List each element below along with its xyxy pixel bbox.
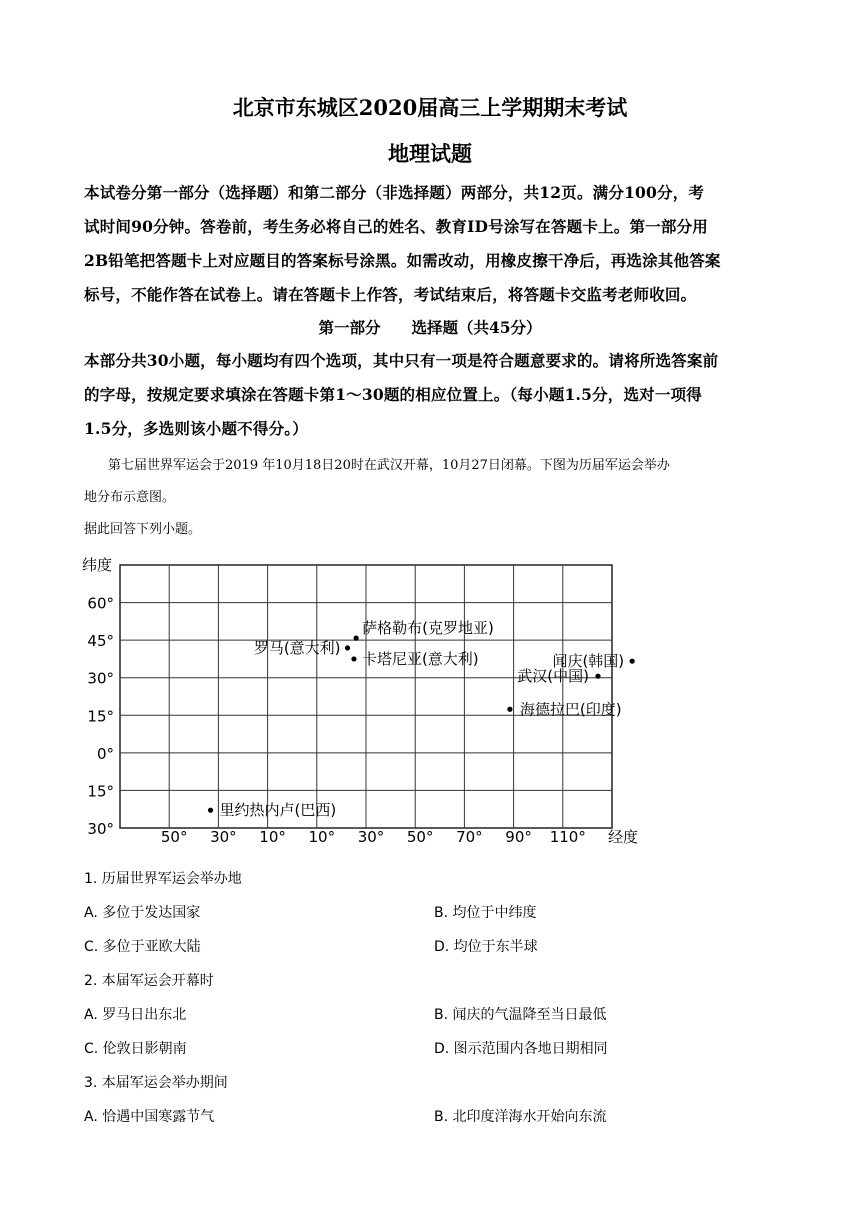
part-intro-line: 本部分共30小题，每小题均有四个选项，其中只有一项是符合题意要求的。请将所选答案前 (84, 351, 719, 370)
option-d[interactable]: D. 图示范围内各地日期相同 (434, 1041, 608, 1057)
instruction-line: 2B铅笔把答题卡上对应题目的答案标号涂黑。如需改动，用橡皮擦干净后，再选涂其他答案 (84, 251, 721, 270)
part-intro-line: 1.5分，多选则该小题不得分。） (84, 419, 308, 438)
x-tick-label: 50° (406, 828, 434, 846)
x-tick-label: 10° (308, 828, 336, 846)
y-tick-label: 15° (87, 782, 114, 801)
x-tick-label: 90° (505, 828, 532, 846)
instruction-line: 本试卷分第一部分（选择题）和第二部分（非选择题）两部分，共12页。满分100分，考 (84, 183, 705, 202)
venue-point (354, 636, 359, 641)
part-heading: 第一部分 选择题（共45分） (318, 318, 542, 337)
venue-point (507, 707, 512, 712)
venue-label: 里约热内卢(巴西) (219, 801, 337, 820)
chart-ticks (87, 595, 585, 846)
venue-label: 海德拉巴(印度) (519, 700, 622, 719)
x-tick-label: 30° (210, 828, 237, 846)
exam-subtitle: 地理试题 (388, 141, 472, 166)
venue-label: 卡塔尼亚(意大利) (361, 649, 479, 668)
part-intro-line: 的字母，按规定要求填涂在答题卡第1～30题的相应位置上。（每小题1.5分，选对一项得 (84, 385, 702, 404)
option-a[interactable]: A. 罗马日出东北 (84, 1007, 187, 1023)
x-tick-label: 50° (160, 828, 188, 846)
venue-label: 闻庆(韩国) (552, 652, 625, 671)
option-b[interactable]: B. 北印度洋海水开始向东流 (434, 1109, 607, 1125)
y-tick-label: 60° (87, 594, 114, 613)
y-tick-label: 30° (87, 820, 114, 838)
option-a[interactable]: A. 恰遇中国寒露节气 (84, 1109, 215, 1125)
instruction-line: 试时间90分钟。答卷前，考生务必将自己的姓名、教育ID号涂写在答题卡上。第一部分用 (84, 217, 708, 236)
venue-label: 罗马(意大利) (253, 638, 341, 657)
context-line: 地分布示意图。 (84, 490, 176, 505)
prompt-line: 据此回答下列小题。 (84, 522, 202, 537)
venue-label: 萨格勒布(克罗地亚) (362, 619, 494, 638)
x-tick-label: 30° (357, 828, 385, 846)
y-axis-label: 纬度 (82, 556, 113, 574)
venue-point (345, 645, 350, 650)
venue-label: 武汉(中国) (517, 667, 589, 686)
option-c[interactable]: C. 伦敦日影朝南 (84, 1041, 187, 1057)
x-tick-label: 10° (259, 828, 286, 846)
chart-points (208, 619, 635, 819)
option-d[interactable]: D. 均位于东半球 (434, 939, 538, 955)
question-stem: 1. 历届世界军运会举办地 (84, 871, 242, 887)
venue-point (351, 656, 356, 661)
venue-point (595, 674, 600, 679)
y-tick-label: 30° (87, 669, 114, 688)
y-tick-label: 0° (96, 744, 114, 763)
exam-title: 北京市东城区2020届高三上学期期末考试 (232, 95, 628, 120)
x-tick-label: 110° (549, 828, 586, 846)
venue-map-chart (0, 545, 860, 855)
option-b[interactable]: B. 闻庆的气温降至当日最低 (434, 1007, 607, 1023)
venue-point (630, 659, 635, 664)
x-tick-label: 70° (456, 828, 483, 846)
option-a[interactable]: A. 多位于发达国家 (84, 905, 201, 921)
option-b[interactable]: B. 均位于中纬度 (434, 905, 537, 921)
venue-point (208, 808, 213, 813)
x-axis-label: 经度 (608, 828, 639, 846)
y-tick-label: 15° (87, 707, 114, 726)
question-stem: 3. 本届军运会举办期间 (84, 1075, 228, 1091)
y-tick-label: 45° (87, 632, 114, 651)
option-c[interactable]: C. 多位于亚欧大陆 (84, 939, 201, 955)
question-stem: 2. 本届军运会开幕时 (84, 973, 214, 989)
chart-grid (120, 565, 612, 828)
context-line: 第七届世界军运会于2019 年10月18日20时在武汉开幕，10月27日闭幕。下图为历届军运会举办 (108, 458, 670, 473)
instruction-line: 标号，不能作答在试卷上。请在答题卡上作答，考试结束后，将答题卡交监考老师收回。 (84, 285, 697, 304)
